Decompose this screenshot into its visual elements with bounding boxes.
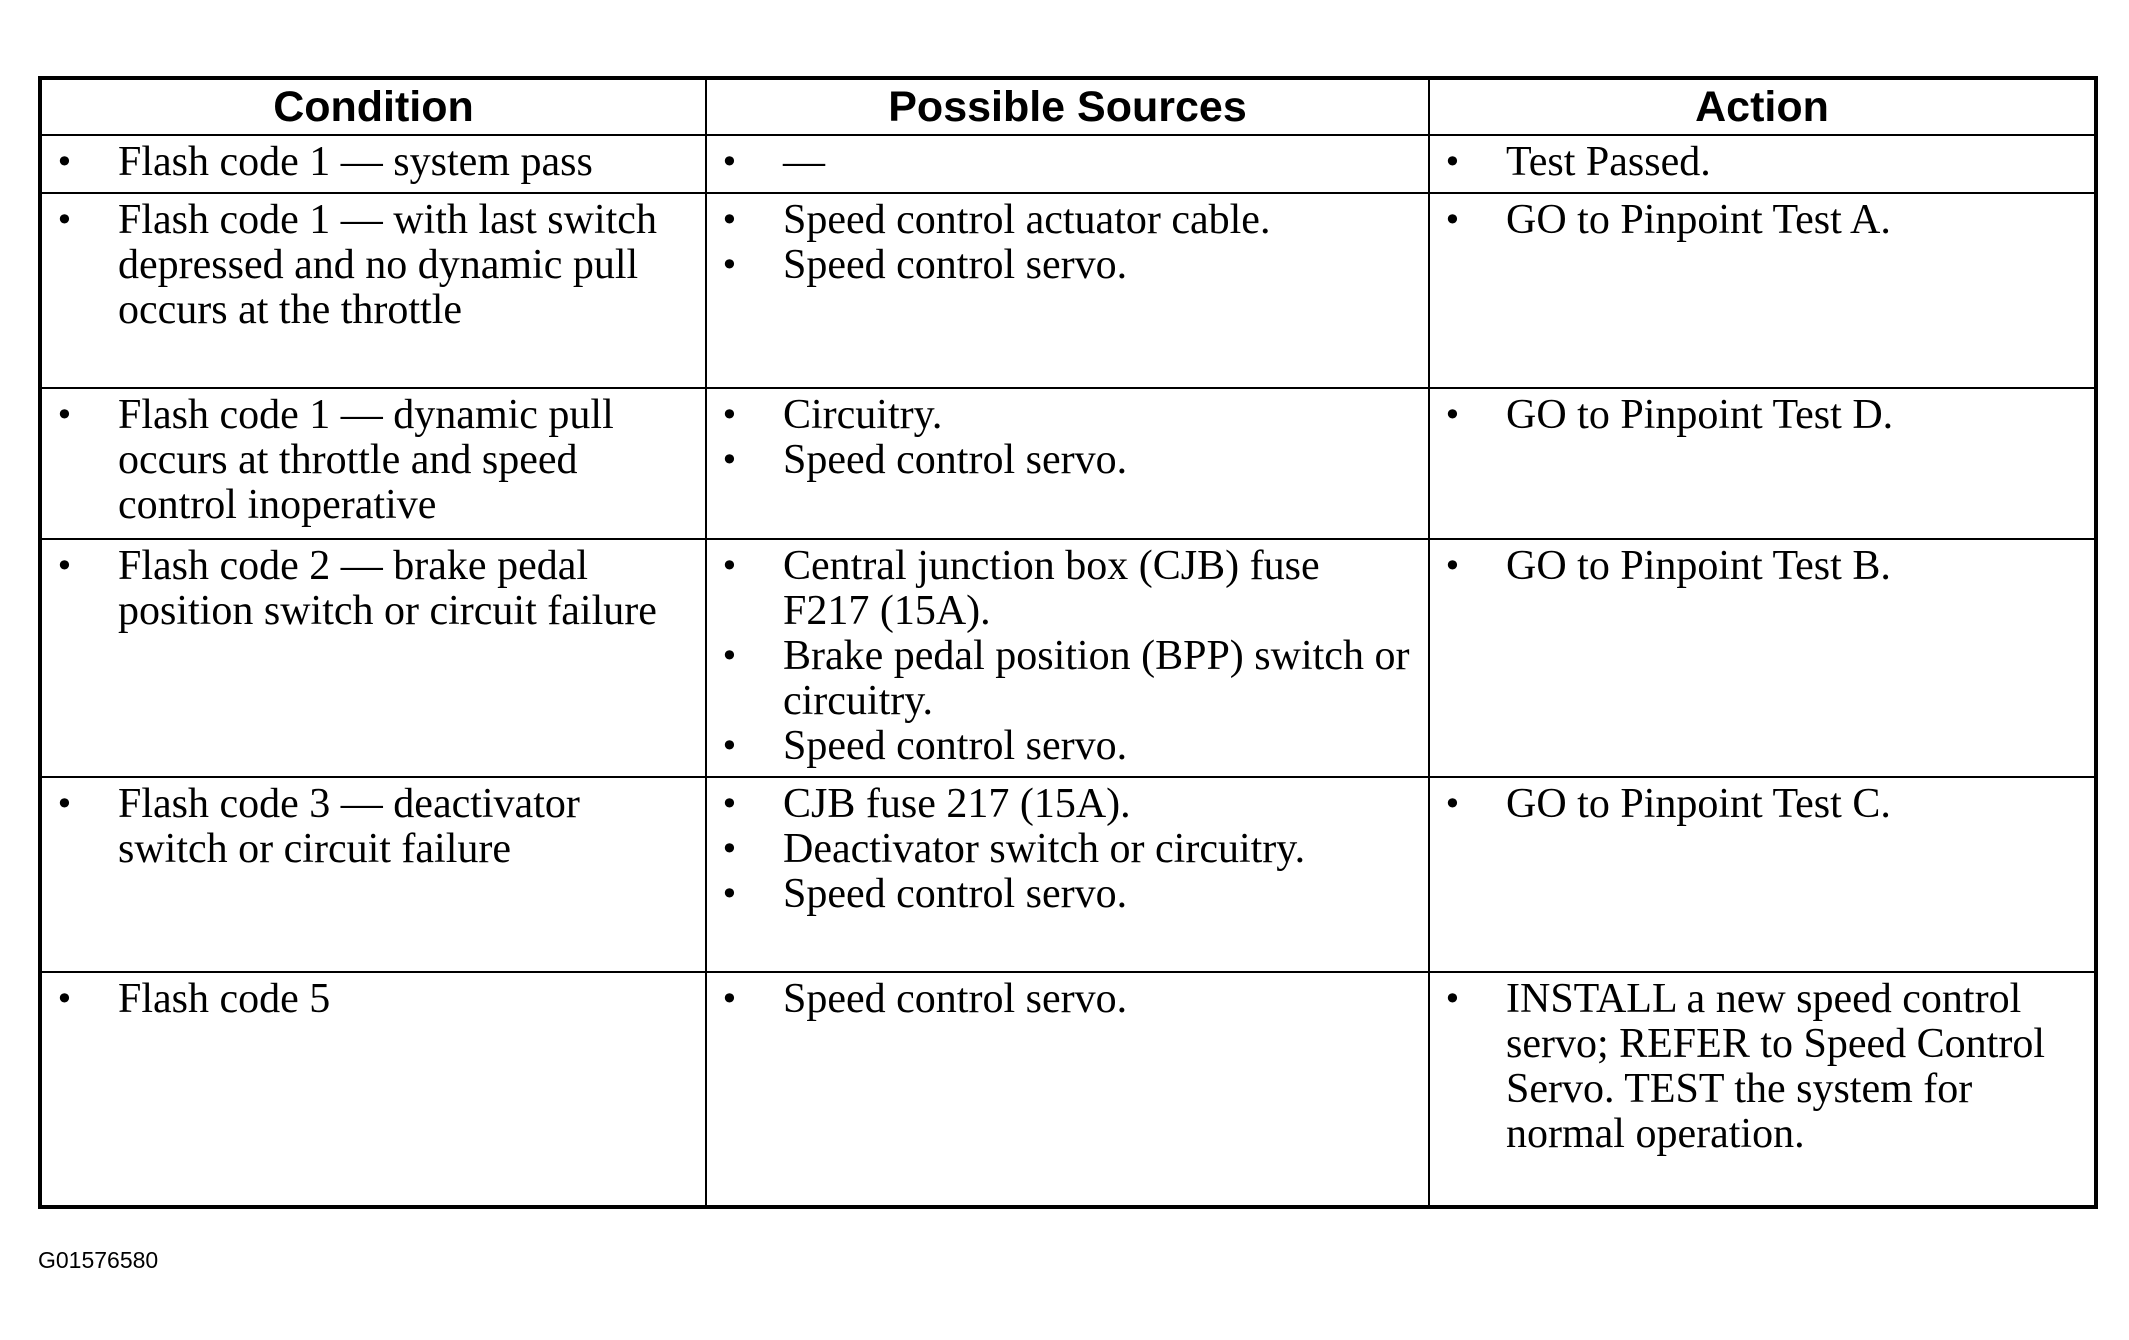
sources-item (707, 782, 1416, 827)
bullet-icon: • (720, 396, 739, 434)
bullet-icon: • (1443, 143, 1462, 181)
condition-list (42, 973, 705, 1028)
action-list (1430, 778, 2094, 833)
table-row (40, 972, 2096, 1207)
sources-text: Speed control actuator cable. (783, 197, 1271, 243)
action-item (1430, 544, 2082, 589)
condition-text: Flash code 5 (118, 976, 331, 1022)
bullet-icon: • (720, 547, 739, 585)
table-row (40, 135, 2096, 193)
bullet-icon: • (1443, 785, 1462, 823)
bullet-icon: • (55, 785, 74, 823)
table-row (40, 539, 2096, 777)
sources-text: Speed control servo. (783, 723, 1128, 769)
sources-cell (706, 135, 1429, 193)
bullet-icon: • (55, 396, 74, 434)
sources-list (707, 778, 1428, 923)
bullet-icon: • (55, 547, 74, 585)
sources-item (707, 977, 1416, 1022)
sources-cell (706, 972, 1429, 1207)
condition-list (42, 389, 705, 534)
header-action: Action (1429, 78, 2096, 135)
sources-cell (706, 777, 1429, 972)
action-text: INSTALL a new speed control servo; REFER to Speed Control Servo. TEST the system for normal operation. (1506, 976, 2045, 1157)
condition-item (42, 393, 693, 528)
sources-text: Central junction box (CJB) fuse F217 (15A). (783, 543, 1320, 634)
sources-text: Speed control servo. (783, 242, 1128, 288)
action-cell (1429, 539, 2096, 777)
sources-text: — (783, 139, 825, 185)
condition-text: Flash code 1 — system pass (118, 139, 593, 185)
condition-text: Flash code 3 — deactivator switch or circuit failure (118, 781, 580, 872)
figure-id: G01576580 (38, 1247, 159, 1273)
sources-item (707, 827, 1416, 872)
sources-item (707, 544, 1416, 634)
condition-item (42, 782, 693, 872)
table-row (40, 193, 2096, 388)
action-cell (1429, 777, 2096, 972)
sources-text: Speed control servo. (783, 437, 1128, 483)
bullet-icon: • (720, 441, 739, 479)
action-item (1430, 782, 2082, 827)
action-item (1430, 198, 2082, 243)
header-possible-sources: Possible Sources (706, 78, 1429, 135)
sources-text: Brake pedal position (BPP) switch or circuitry. (783, 633, 1410, 724)
sources-cell (706, 388, 1429, 539)
condition-cell (40, 388, 706, 539)
sources-item (707, 243, 1416, 288)
bullet-icon: • (1443, 201, 1462, 239)
bullet-icon: • (720, 785, 739, 823)
sources-item (707, 140, 1416, 185)
action-cell (1429, 388, 2096, 539)
condition-list (42, 194, 705, 339)
bullet-icon: • (720, 143, 739, 181)
condition-cell (40, 193, 706, 388)
action-text: Test Passed. (1506, 139, 1711, 185)
condition-cell (40, 539, 706, 777)
action-cell (1429, 193, 2096, 388)
condition-item (42, 198, 693, 333)
action-item (1430, 140, 2082, 185)
sources-cell (706, 539, 1429, 777)
condition-cell (40, 972, 706, 1207)
action-list (1430, 973, 2094, 1163)
sources-list (707, 540, 1428, 775)
bullet-icon: • (1443, 547, 1462, 585)
bullet-icon: • (1443, 980, 1462, 1018)
action-item (1430, 977, 2082, 1157)
action-list (1430, 389, 2094, 444)
action-cell (1429, 135, 2096, 193)
table-body (40, 135, 2096, 1207)
sources-item (707, 393, 1416, 438)
action-text: GO to Pinpoint Test B. (1506, 543, 1891, 589)
sources-item (707, 438, 1416, 483)
action-text: GO to Pinpoint Test C. (1506, 781, 1891, 827)
action-text: GO to Pinpoint Test A. (1506, 197, 1891, 243)
table-row (40, 388, 2096, 539)
sources-text: Speed control servo. (783, 871, 1128, 917)
condition-item (42, 544, 693, 634)
condition-list (42, 136, 705, 191)
action-list (1430, 194, 2094, 249)
sources-item (707, 198, 1416, 243)
bullet-icon: • (720, 875, 739, 913)
table-row (40, 777, 2096, 972)
condition-cell (40, 777, 706, 972)
sources-item (707, 634, 1416, 724)
sources-text: Deactivator switch or circuitry. (783, 826, 1306, 872)
action-cell (1429, 972, 2096, 1207)
sources-item (707, 872, 1416, 917)
sources-text: Circuitry. (783, 392, 943, 438)
sources-item (707, 724, 1416, 769)
bullet-icon: • (1443, 396, 1462, 434)
bullet-icon: • (55, 201, 74, 239)
condition-item (42, 140, 693, 185)
action-text: GO to Pinpoint Test D. (1506, 392, 1894, 438)
header-condition: Condition (40, 78, 706, 135)
action-list (1430, 136, 2094, 191)
sources-text: Speed control servo. (783, 976, 1128, 1022)
bullet-icon: • (720, 637, 739, 675)
bullet-icon: • (720, 830, 739, 868)
sources-list (707, 136, 1428, 191)
bullet-icon: • (720, 201, 739, 239)
sources-list (707, 194, 1428, 294)
action-item (1430, 393, 2082, 438)
condition-text: Flash code 2 — brake pedal position switch or circuit failure (118, 543, 657, 634)
header-row (40, 78, 2096, 135)
condition-text: Flash code 1 — dynamic pull occurs at throttle and speed control inoperative (118, 392, 614, 528)
bullet-icon: • (55, 143, 74, 181)
action-list (1430, 540, 2094, 595)
condition-list (42, 540, 705, 640)
condition-cell (40, 135, 706, 193)
sources-list (707, 973, 1428, 1028)
sources-text: CJB fuse 217 (15A). (783, 781, 1131, 827)
bullet-icon: • (720, 727, 739, 765)
condition-text: Flash code 1 — with last switch depressed and no dynamic pull occurs at the throttle (118, 197, 657, 333)
bullet-icon: • (720, 246, 739, 284)
condition-item (42, 977, 693, 1022)
bullet-icon: • (55, 980, 74, 1018)
bullet-icon: • (720, 980, 739, 1018)
diagnosis-table (38, 76, 2098, 1209)
sources-list (707, 389, 1428, 489)
condition-list (42, 778, 705, 878)
sources-cell (706, 193, 1429, 388)
